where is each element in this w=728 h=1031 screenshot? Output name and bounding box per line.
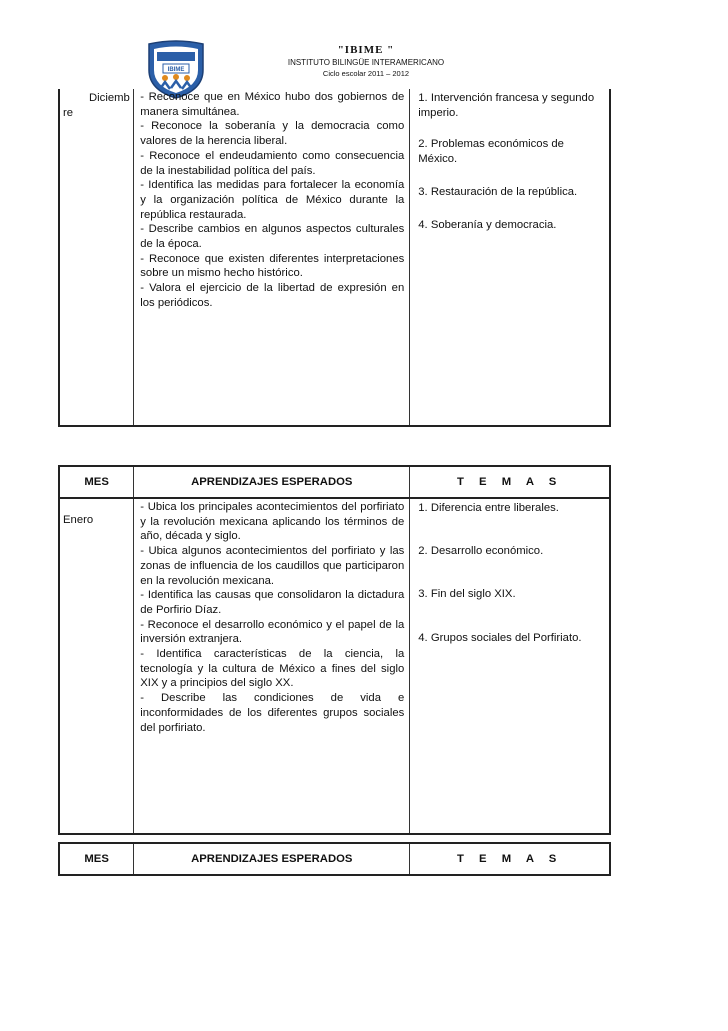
header-temas <box>410 843 610 875</box>
learning-item: - Describe las condiciones de vida e inconformidades de los diferentes grupos sociales del porfiriato. <box>140 692 405 734</box>
topic-item: 2. Desarrollo económico. <box>418 544 544 557</box>
plan-table-january <box>58 465 611 835</box>
month-cell <box>59 498 134 834</box>
plan-table-next <box>58 842 611 876</box>
header-mes: MES <box>59 843 134 875</box>
learning-item: - Ubica algunos acontecimientos del porfiriato y las zonas de influencia de los caudillos que participaron en la revolución mexicana. <box>140 545 405 587</box>
school-name: "IBIME " <box>337 44 395 56</box>
learning-item: - Describe cambios en algunos aspectos culturales de la época. <box>140 223 405 251</box>
logo-text: IBIME <box>167 67 185 73</box>
header-aprendizajes: APRENDIZAJES ESPERADOS <box>134 843 410 875</box>
header-temas-label: T E M A S <box>457 852 563 865</box>
table-header-row <box>59 843 610 875</box>
learning-list <box>134 499 409 735</box>
learning-item: - Identifica características de la ciencia, la tecnología y la cultura de México a fines del siglo XIX y a principios del siglo XX. <box>140 648 405 690</box>
month-cell <box>59 89 134 426</box>
learning-list <box>134 89 409 311</box>
topics-list <box>410 89 609 232</box>
learning-cell <box>134 89 410 426</box>
topic-item: 2. Problemas económicos de México. <box>418 138 564 166</box>
learning-item: - Reconoce que en México hubo dos gobiernos de manera simultánea. <box>140 91 405 118</box>
topics-cell <box>410 498 610 834</box>
table-row <box>59 498 610 834</box>
header-temas-label: T E M A S <box>457 475 563 488</box>
learning-item: - Valora el ejercicio de la libertad de expresión en los periódicos. <box>140 282 405 309</box>
table-row <box>59 89 610 426</box>
header-temas <box>410 466 610 498</box>
learning-item: - Reconoce el desarrollo económico y el papel de la inversión extranjera. <box>140 618 405 646</box>
header-aprendizajes: APRENDIZAJES ESPERADOS <box>134 466 410 498</box>
learning-item: - Identifica las causas que consolidaron la dictadura de Porfirio Díaz. <box>140 589 405 616</box>
topic-item: 3. Fin del siglo XIX. <box>418 588 516 601</box>
header-mes: MES <box>59 466 134 498</box>
school-cycle: Ciclo escolar 2011 – 2012 <box>322 69 410 78</box>
topic-item: 1. Intervención francesa y segundo imperio. <box>418 92 595 119</box>
school-subtitle: INSTITUTO BILINGÜE INTERAMERICANO <box>287 58 445 67</box>
learning-item: - Reconoce la soberanía y la democracia como valores de la herencia liberal. <box>140 120 405 148</box>
topic-item: 4. Soberanía y democracia. <box>418 218 557 231</box>
topics-cell <box>410 89 610 426</box>
table-header-row <box>59 466 610 498</box>
learning-item: - Reconoce que existen diferentes interpretaciones sobre un mismo hecho histórico. <box>140 252 405 280</box>
topic-item: 3. Restauración de la república. <box>418 185 578 198</box>
learning-item: - Ubica los principales acontecimientos del porfiriato y la revolución mexicana aplicando los términos de año, década y siglo. <box>140 501 405 543</box>
topics-list <box>410 499 609 646</box>
document-header <box>268 44 464 78</box>
learning-cell <box>134 498 410 834</box>
topic-item: 4. Grupos sociales del Porfiriato. <box>418 632 582 645</box>
learning-item: - Identifica las medidas para fortalecer la economía y la organización política de México durante la república restaurada. <box>140 179 405 221</box>
month-label: Diciembre <box>63 92 130 119</box>
topic-item: 1. Diferencia entre liberales. <box>418 502 559 514</box>
learning-item: - Reconoce el endeudamiento como consecuencia de la inestabilidad política del país. <box>140 149 405 177</box>
month-label: Enero <box>63 514 94 526</box>
plan-table-december <box>58 89 611 427</box>
